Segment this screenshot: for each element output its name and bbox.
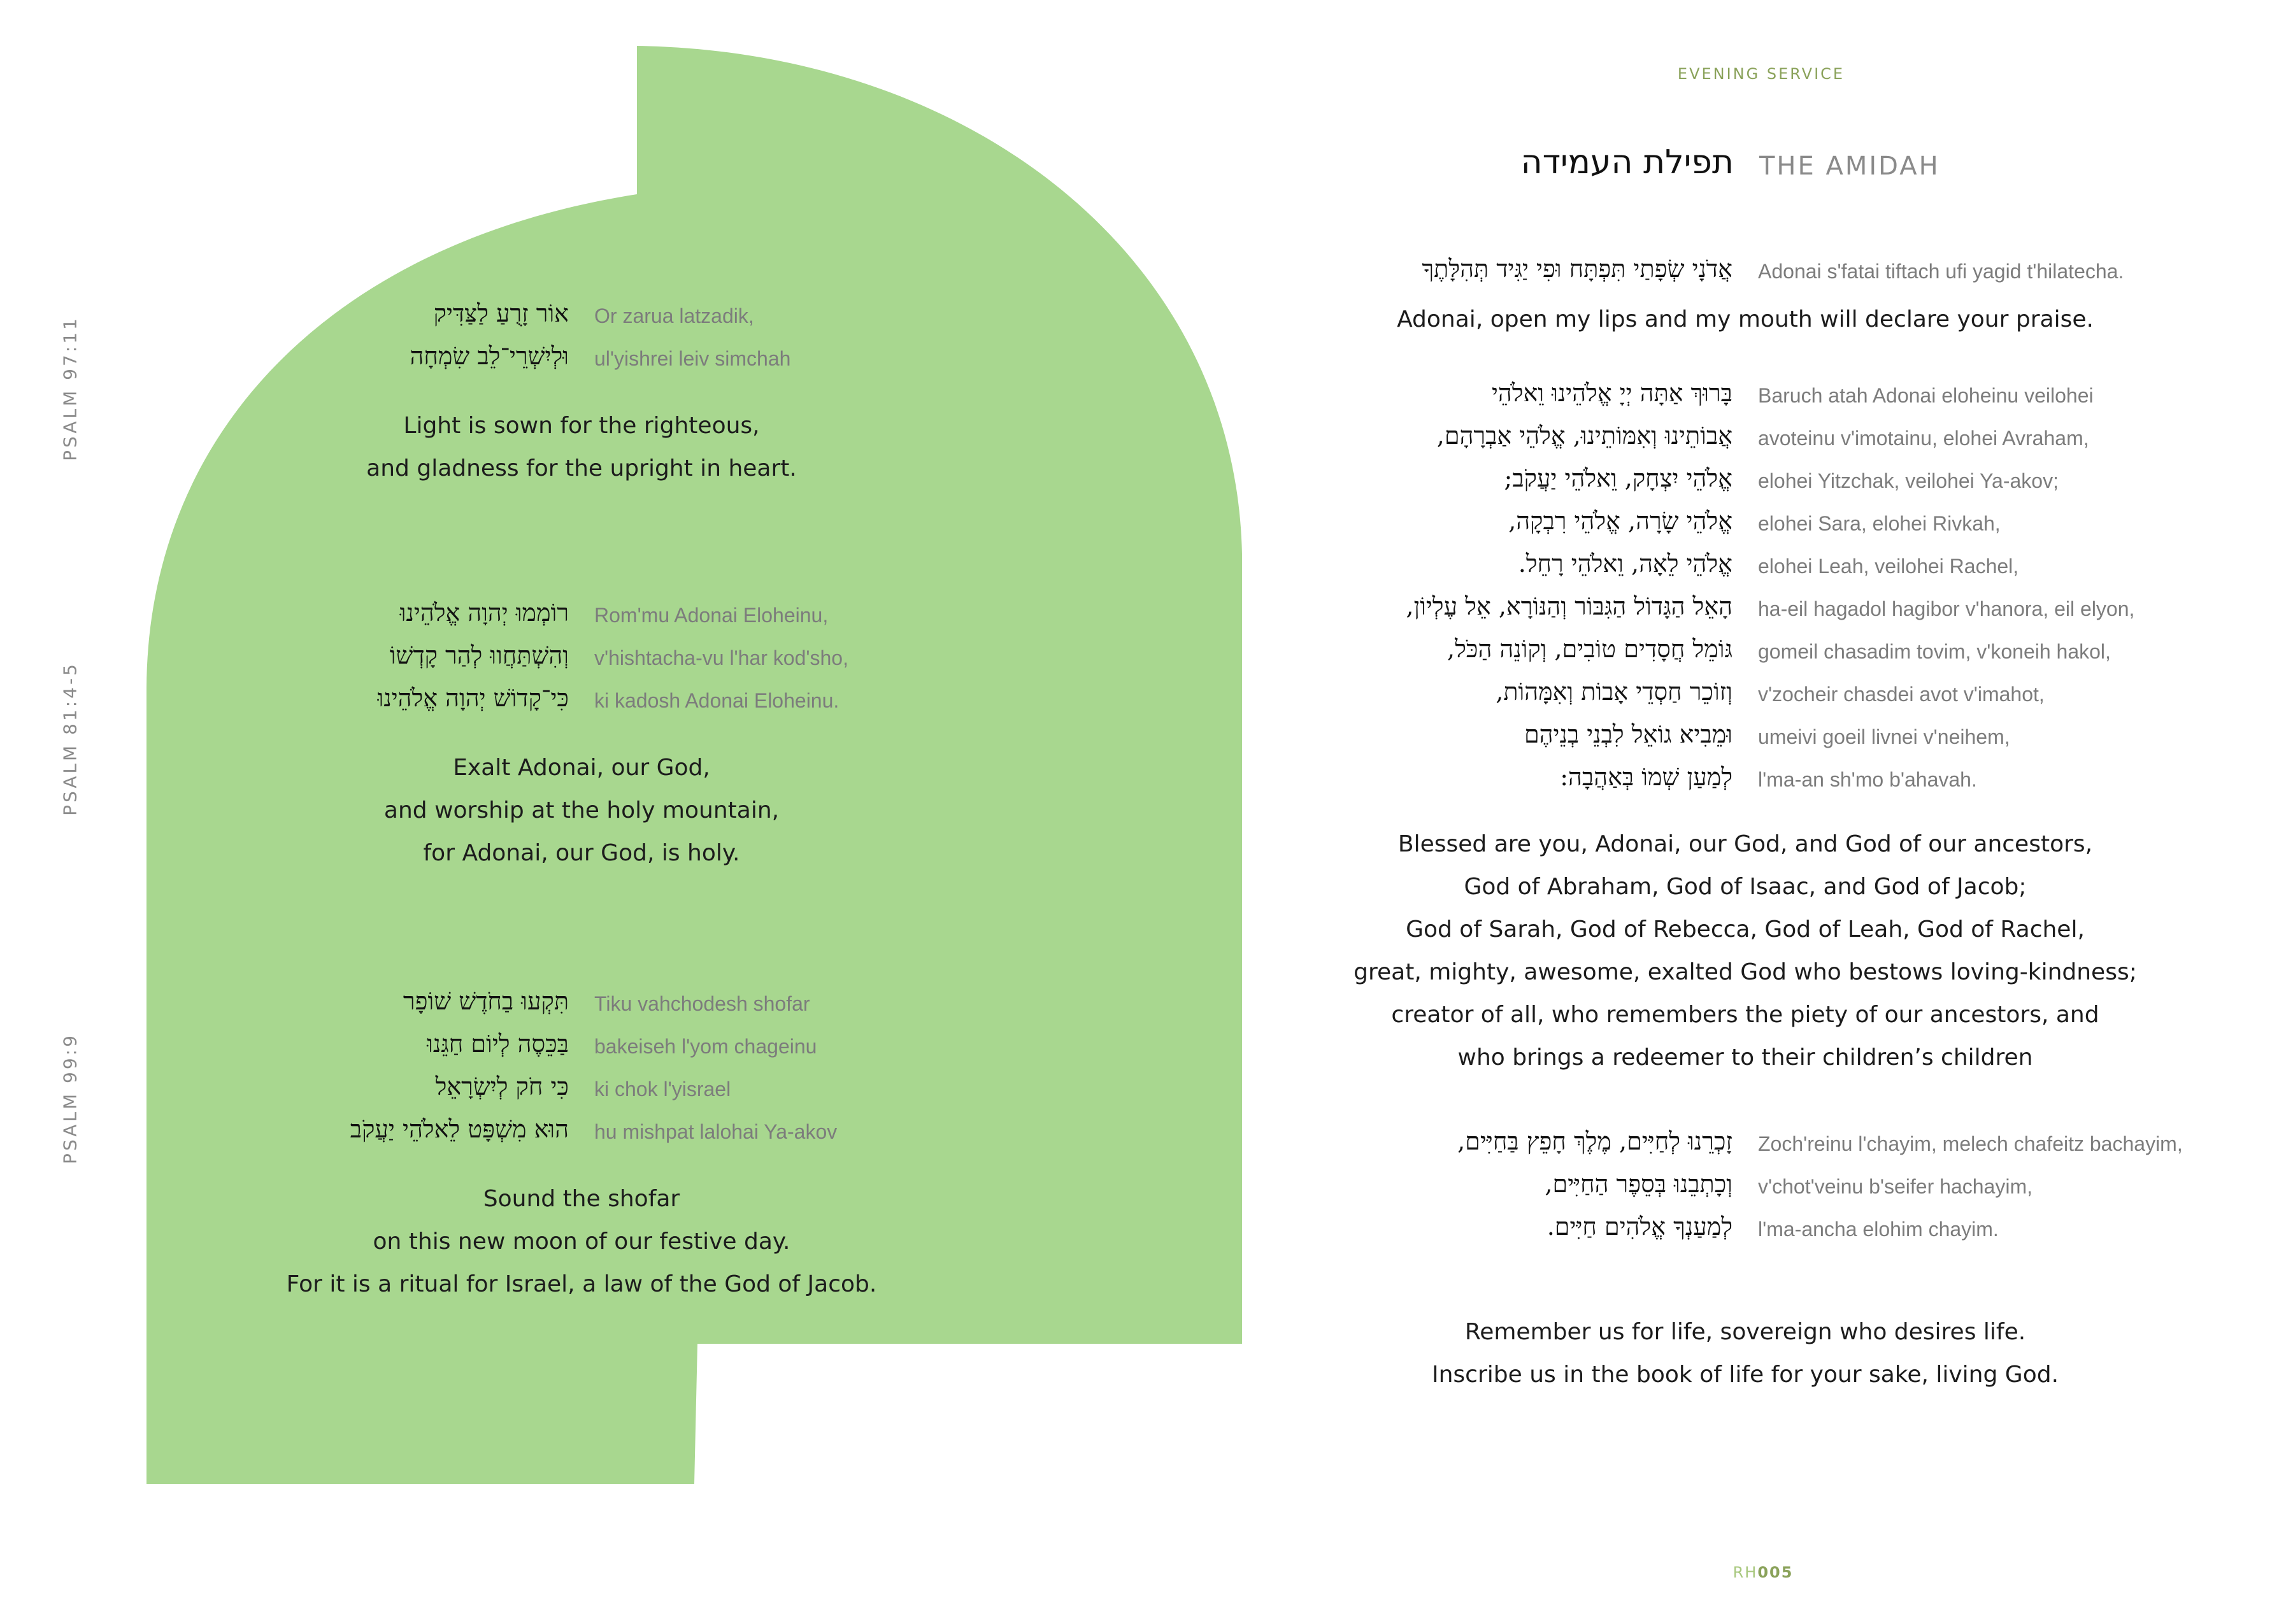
english-translation-line: and worship at the holy mountain, [383,797,780,823]
transliteration-line: ki chok l'yisrael [594,1078,731,1100]
english-translation-line: and gladness for the upright in heart. [366,455,797,481]
transliteration-line: gomeil chasadim tovim, v'koneih hakol, [1758,640,2111,663]
hebrew-prayer-line: לְמַעַן שְׁמוֹ בְּאַהֲבָה: [1560,763,1732,791]
hebrew-prayer-line: אֱלֹהֵי שָׂרָה, אֱלֹהֵי רִבְקָה, [1508,507,1732,535]
hebrew-prayer-line: אֱלֹהֵי יִצְחָק, וֵאלֹהֵי יַעֲקֹב; [1504,464,1732,492]
hebrew-verse-line: בַּכֵּסֶה לְיוֹם חַגֵּנוּ [427,1030,569,1058]
transliteration-line: v'zocheir chasdei avot v'imahot, [1758,683,2045,706]
page-number-prefix: RH [1732,1563,1758,1581]
transliteration-line: Rom'mu Adonai Eloheinu, [594,604,829,627]
transliteration-line: l'ma-an sh'mo b'ahavah. [1758,768,1977,791]
english-translation-line: God of Abraham, God of Isaac, and God of Jacob; [1464,874,2027,900]
hebrew-prayer-line: הָאֵל הַגָּדוֹל הַגִּבּוֹר וְהַנּוֹרָא, אֵל עֶלְיוֹן, [1406,592,1732,620]
transliteration-line: Adonai s'fatai tiftach ufi yagid t'hilatecha. [1758,260,2124,283]
english-translation-line: who brings a redeemer to their children’s children [1457,1044,2033,1071]
transliteration-line: ul'yishrei leiv simchah [594,347,791,370]
english-translation-line: God of Sarah, God of Rebecca, God of Leah, God of Rachel, [1406,916,2085,943]
transliteration-line: ha-eil hagadol hagibor v'hanora, eil elyon, [1758,597,2135,620]
hebrew-verse-line: תִּקְעוּ בַחֹדֶשׁ שׁוֹפָר [403,987,569,1015]
prayer-title-hebrew: תפילת העמידה [1520,143,1734,182]
english-translation-line: Remember us for life, sovereign who desires life. [1464,1319,2026,1345]
transliteration-line: avoteinu v'imotainu, elohei Avraham, [1758,427,2089,450]
transliteration-line: Tiku vahchodesh shofar [594,992,810,1015]
english-translation-line: Inscribe us in the book of life for your sake, living God. [1431,1362,2059,1388]
hebrew-verse-line: כִּי־קָדוֹשׁ יְהוָה אֱלֹהֵינוּ [377,684,569,712]
english-translation-line: great, mighty, awesome, exalted God who bestows loving-kindness; [1354,959,2137,985]
transliteration-line: umeivi goeil livnei v'neihem, [1758,725,2010,748]
english-translation-line: Light is sown for the righteous, [403,413,760,439]
transliteration-line: elohei Sara, elohei Rivkah, [1758,512,2001,535]
transliteration-line: elohei Leah, veilohei Rachel, [1758,555,2019,578]
english-translation-line: for Adonai, our God, is holy. [423,840,740,866]
hebrew-verse-line: הוּא מִשְׁפָּט לֵאלֹהֵי יַעֲקֹב [350,1115,569,1143]
transliteration-line: hu mishpat lalohai Ya-akov [594,1120,838,1143]
english-translation-line: Adonai, open my lips and my mouth will declare your praise. [1397,306,2094,332]
english-translation-line: Exalt Adonai, our God, [453,755,710,781]
hebrew-verse-line: רוֹמְמוּ יְהוָה אֱלֹהֵינוּ [399,599,569,627]
hebrew-prayer-line: וּמֵבִיא גוֹאֵל לִבְנֵי בְנֵיהֶם [1524,720,1732,748]
hebrew-prayer-line: בָּרוּךְ אַתָּה יְיָ אֱלֹהֵינוּ וֵאלֹהֵי [1491,379,1732,407]
psalm-reference-label: PSALM 97:11 [59,316,81,461]
english-translation-line: Sound the shofar [483,1186,680,1212]
hebrew-prayer-line: לְמַעַנְךָ אֱלֹהִים חַיִּים. [1547,1213,1732,1241]
psalm-reference-label: PSALM 81:4-5 [59,662,81,816]
transliteration-line: elohei Yitzchak, veilohei Ya-akov; [1758,469,2059,492]
hebrew-verse-line: אוֹר זָרֻעַ לַצַּדִּיק [433,299,569,327]
hebrew-prayer-line: וְזוֹכֵר חַסְדֵי אָבוֹת וְאִמָּהוֹת, [1496,678,1732,706]
hebrew-prayer-line: אֱלֹהֵי לֵאָה, וֵאלֹהֵי רָחֵל. [1518,550,1732,578]
hebrew-prayer-line: אֲדֹנָי שְׂפָתַי תִּפְתָּח וּפִי יַגִּיד תְּהִלָּתֶךָ [1422,255,1732,283]
hebrew-verse-line: וּלְיִשְׁרֵי־לֵב שִׂמְחָה [410,342,569,370]
english-translation-line: on this new moon of our festive day. [373,1229,790,1255]
hebrew-verse-line: כִּי חֹק לְיִשְׂרָאֵל [435,1072,569,1100]
transliteration-line: Zoch'reinu l'chayim, melech chafeitz bachayim, [1758,1132,2183,1155]
transliteration-line: v'chot'veinu b'seifer hachayim, [1758,1175,2032,1198]
hebrew-prayer-line: אֲבוֹתֵינוּ וְאִמּוֹתֵינוּ, אֱלֹהֵי אַבְרָהָם, [1436,422,1732,450]
hebrew-prayer-line: וְכָתְבֵנוּ בְּסֵפֶר הַחַיִּים, [1545,1170,1732,1198]
page-number-value: 005 [1757,1563,1794,1581]
transliteration-line: Or zarua latzadik, [594,304,754,327]
english-translation-line: Blessed are you, Adonai, our God, and God of our ancestors, [1397,831,2093,857]
transliteration-line: bakeiseh l'yom chageinu [594,1035,817,1058]
hebrew-prayer-line: גּוֹמֵל חֲסָדִים טוֹבִים, וְקוֹנֵה הַכֹּל, [1447,635,1732,663]
english-translation-line: For it is a ritual for Israel, a law of the God of Jacob. [286,1271,877,1297]
hebrew-verse-line: וְהִשְׁתַּחֲווּ לְהַר קָדְשׁוֹ [389,641,569,669]
prayer-title-english: THE AMIDAH [1759,152,1940,181]
section-header: EVENING SERVICE [1677,65,1845,83]
page-number [1733,1563,1794,1581]
psalm-reference-label: PSALM 99:9 [59,1033,81,1164]
transliteration-line: ki kadosh Adonai Eloheinu. [594,689,839,712]
hebrew-prayer-line: זָכְרֵנוּ לְחַיִּים, מֶלֶךְ חָפֵץ בַּחַיִּים, [1457,1127,1732,1155]
transliteration-line: l'ma-ancha elohim chayim. [1758,1218,1999,1241]
transliteration-line: Baruch atah Adonai eloheinu veilohei [1758,384,2094,407]
transliteration-line: v'hishtacha-vu l'har kod'sho, [594,646,848,669]
english-translation-line: creator of all, who remembers the piety of our ancestors, and [1391,1002,2099,1028]
